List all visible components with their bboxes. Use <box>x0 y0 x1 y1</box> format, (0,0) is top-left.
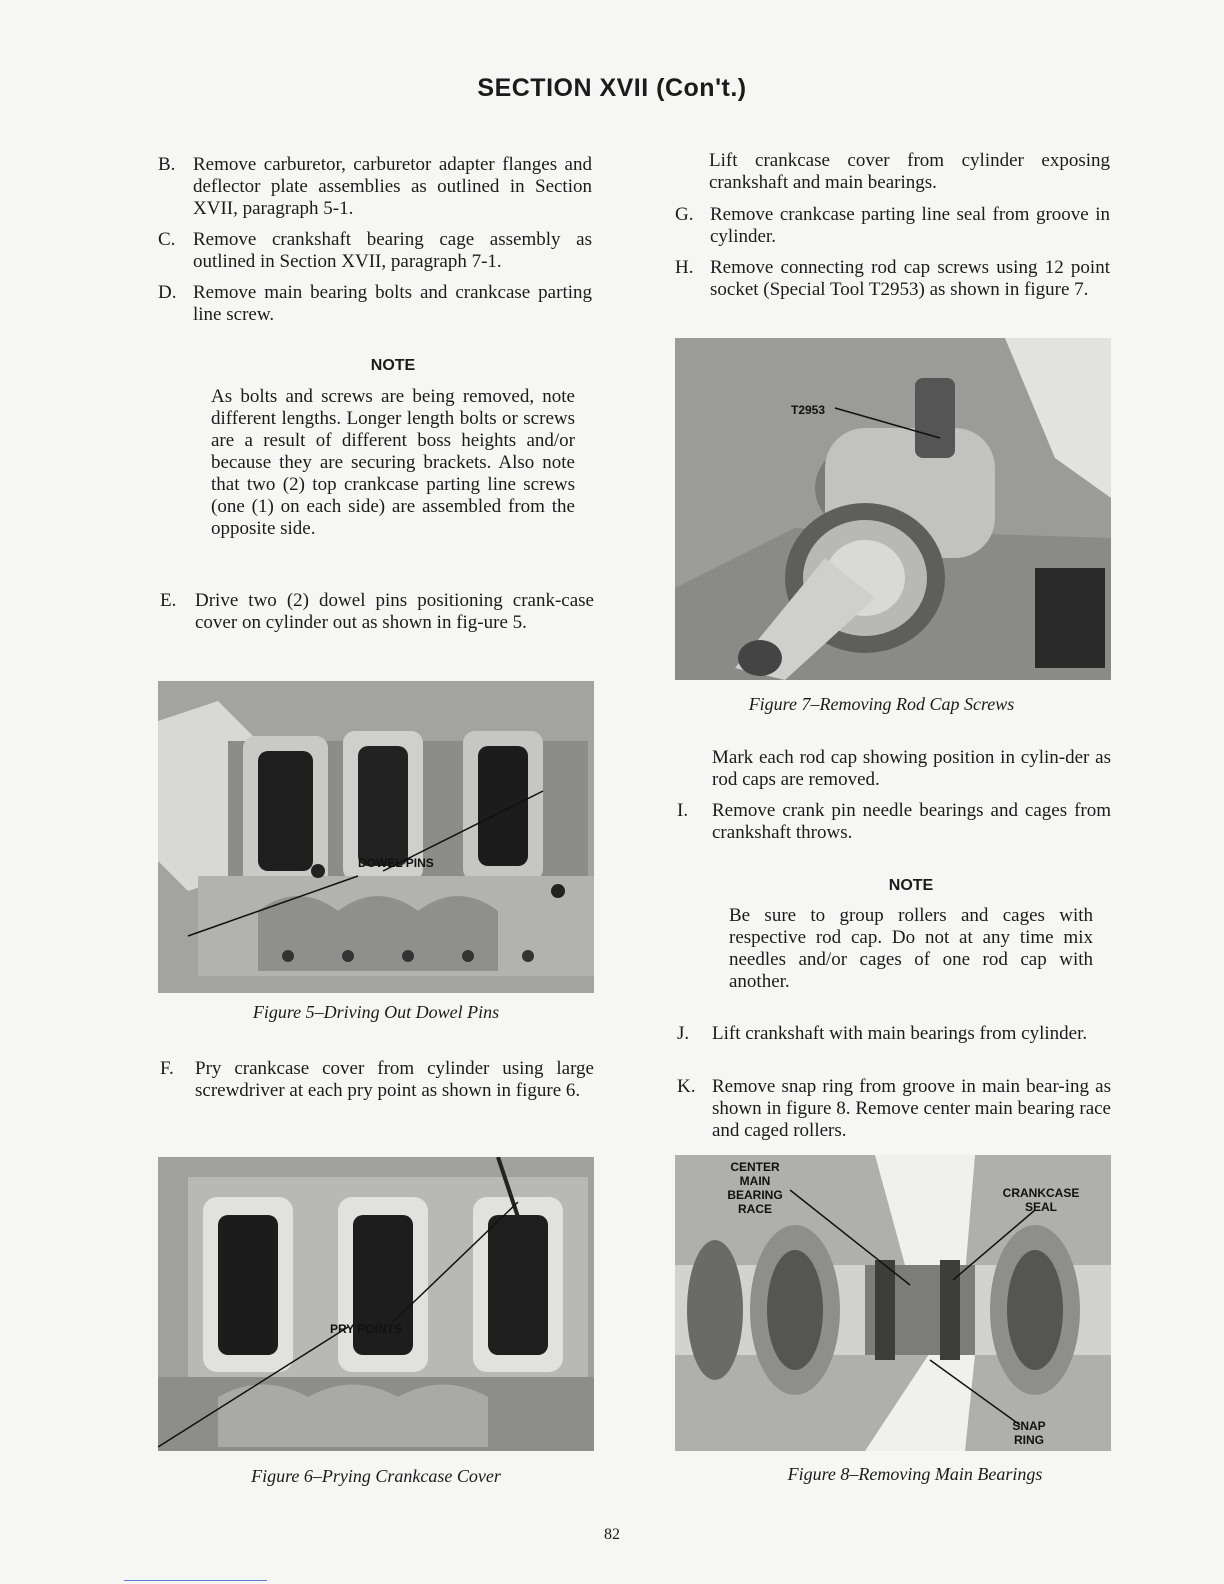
step-f <box>160 1058 594 1102</box>
step-letter: K. <box>677 1076 696 1097</box>
note-heading: NOTE <box>370 357 416 374</box>
step-letter: F. <box>160 1058 174 1079</box>
step-letter: C. <box>158 229 176 250</box>
step-text: Remove snap ring from groove in main bear-ing as shown in figure 8. Remove center main bearing race and caged rollers. <box>712 1076 1111 1141</box>
step-h <box>675 257 1110 301</box>
center-label-4: RACE <box>737 1202 773 1216</box>
step-text: Remove carburetor, carburetor adapter flanges and deflector plate assemblies as outlined in Section XVII, paragraph 5-1. <box>193 154 592 219</box>
step-i <box>677 800 1111 844</box>
step-text: Drive two (2) dowel pins positioning crank-case cover on cylinder out as shown in fig-ure 5. <box>195 590 594 633</box>
mark-text: Mark each rod cap showing position in cylin-der as rod caps are removed. <box>712 747 1111 790</box>
snap-label-1: SNAP <box>1012 1419 1046 1433</box>
divider <box>124 1580 267 1581</box>
seal-label-1: CRANKCASE <box>1002 1186 1080 1200</box>
step-text: Remove crank pin needle bearings and cages from crankshaft throws. <box>712 800 1111 843</box>
pry-points-label: PRY POINTS <box>330 1322 403 1336</box>
step-e <box>160 590 594 634</box>
step-letter: D. <box>158 282 177 303</box>
step-text: Remove crankshaft bearing cage assembly as outlined in Section XVII, paragraph 7-1. <box>193 229 592 272</box>
figure-7-photo <box>675 338 1111 680</box>
figure-6-caption: Figure 6–Prying Crankcase Cover <box>251 1466 501 1486</box>
center-label-3: BEARING <box>727 1188 783 1202</box>
step-letter: H. <box>675 257 694 278</box>
step-text: Lift crankshaft with main bearings from cylinder. <box>712 1023 1088 1044</box>
seal-label-2: SEAL <box>1024 1200 1058 1214</box>
center-label-1: CENTER <box>730 1160 780 1174</box>
note-text: As bolts and screws are being removed, note different lengths. Longer length bolts or screws are a result of different boss heights and/or because they are securing brackets. Also note that two (2) top crankcase parting line screws (one (1) on each side) are assembled from the opposite side. <box>211 386 575 539</box>
step-letter: B. <box>158 154 176 175</box>
t2953-label: T2953 <box>791 403 826 417</box>
note-heading: NOTE <box>888 877 934 894</box>
dowel-pins-label: DOWEL PINS <box>358 856 434 870</box>
page-title: SECTION XVII (Con't.) <box>477 74 747 102</box>
step-c <box>158 229 592 273</box>
note-text: Be sure to group rollers and cages with respective rod cap. Do not at any time mix needles and/or cages of one rod cap with another. <box>729 905 1093 992</box>
step-text: Remove connecting rod cap screws using 12 point socket (Special Tool T2953) as shown in figure 7. <box>710 257 1110 300</box>
figure-5-photo <box>158 681 594 993</box>
step-letter: I. <box>677 800 689 821</box>
intro-text: Lift crankcase cover from cylinder exposing crankshaft and main bearings. <box>709 150 1110 193</box>
figure-8-photo <box>675 1155 1111 1451</box>
step-letter: J. <box>677 1023 690 1044</box>
step-j <box>677 1023 1111 1045</box>
step-k <box>677 1076 1111 1142</box>
step-d <box>158 282 592 326</box>
figure-8-caption: Figure 8–Removing Main Bearings <box>787 1464 1043 1484</box>
step-letter: E. <box>160 590 177 611</box>
snap-label-2: RING <box>1014 1433 1044 1447</box>
step-text: Remove main bearing bolts and crankcase parting line screw. <box>193 282 592 325</box>
page-number: 82 <box>604 1526 620 1543</box>
step-text: Pry crankcase cover from cylinder using large screwdriver at each pry point as shown in figure 6. <box>195 1058 594 1101</box>
step-text: Remove crankcase parting line seal from groove in cylinder. <box>710 204 1110 247</box>
step-letter: G. <box>675 204 694 225</box>
figure-6-photo <box>158 1157 594 1451</box>
figure-7-caption: Figure 7–Removing Rod Cap Screws <box>748 694 1015 714</box>
step-b <box>158 154 592 220</box>
center-label-2: MAIN <box>739 1174 771 1188</box>
figure-5-caption: Figure 5–Driving Out Dowel Pins <box>252 1002 500 1022</box>
step-g <box>675 204 1110 248</box>
